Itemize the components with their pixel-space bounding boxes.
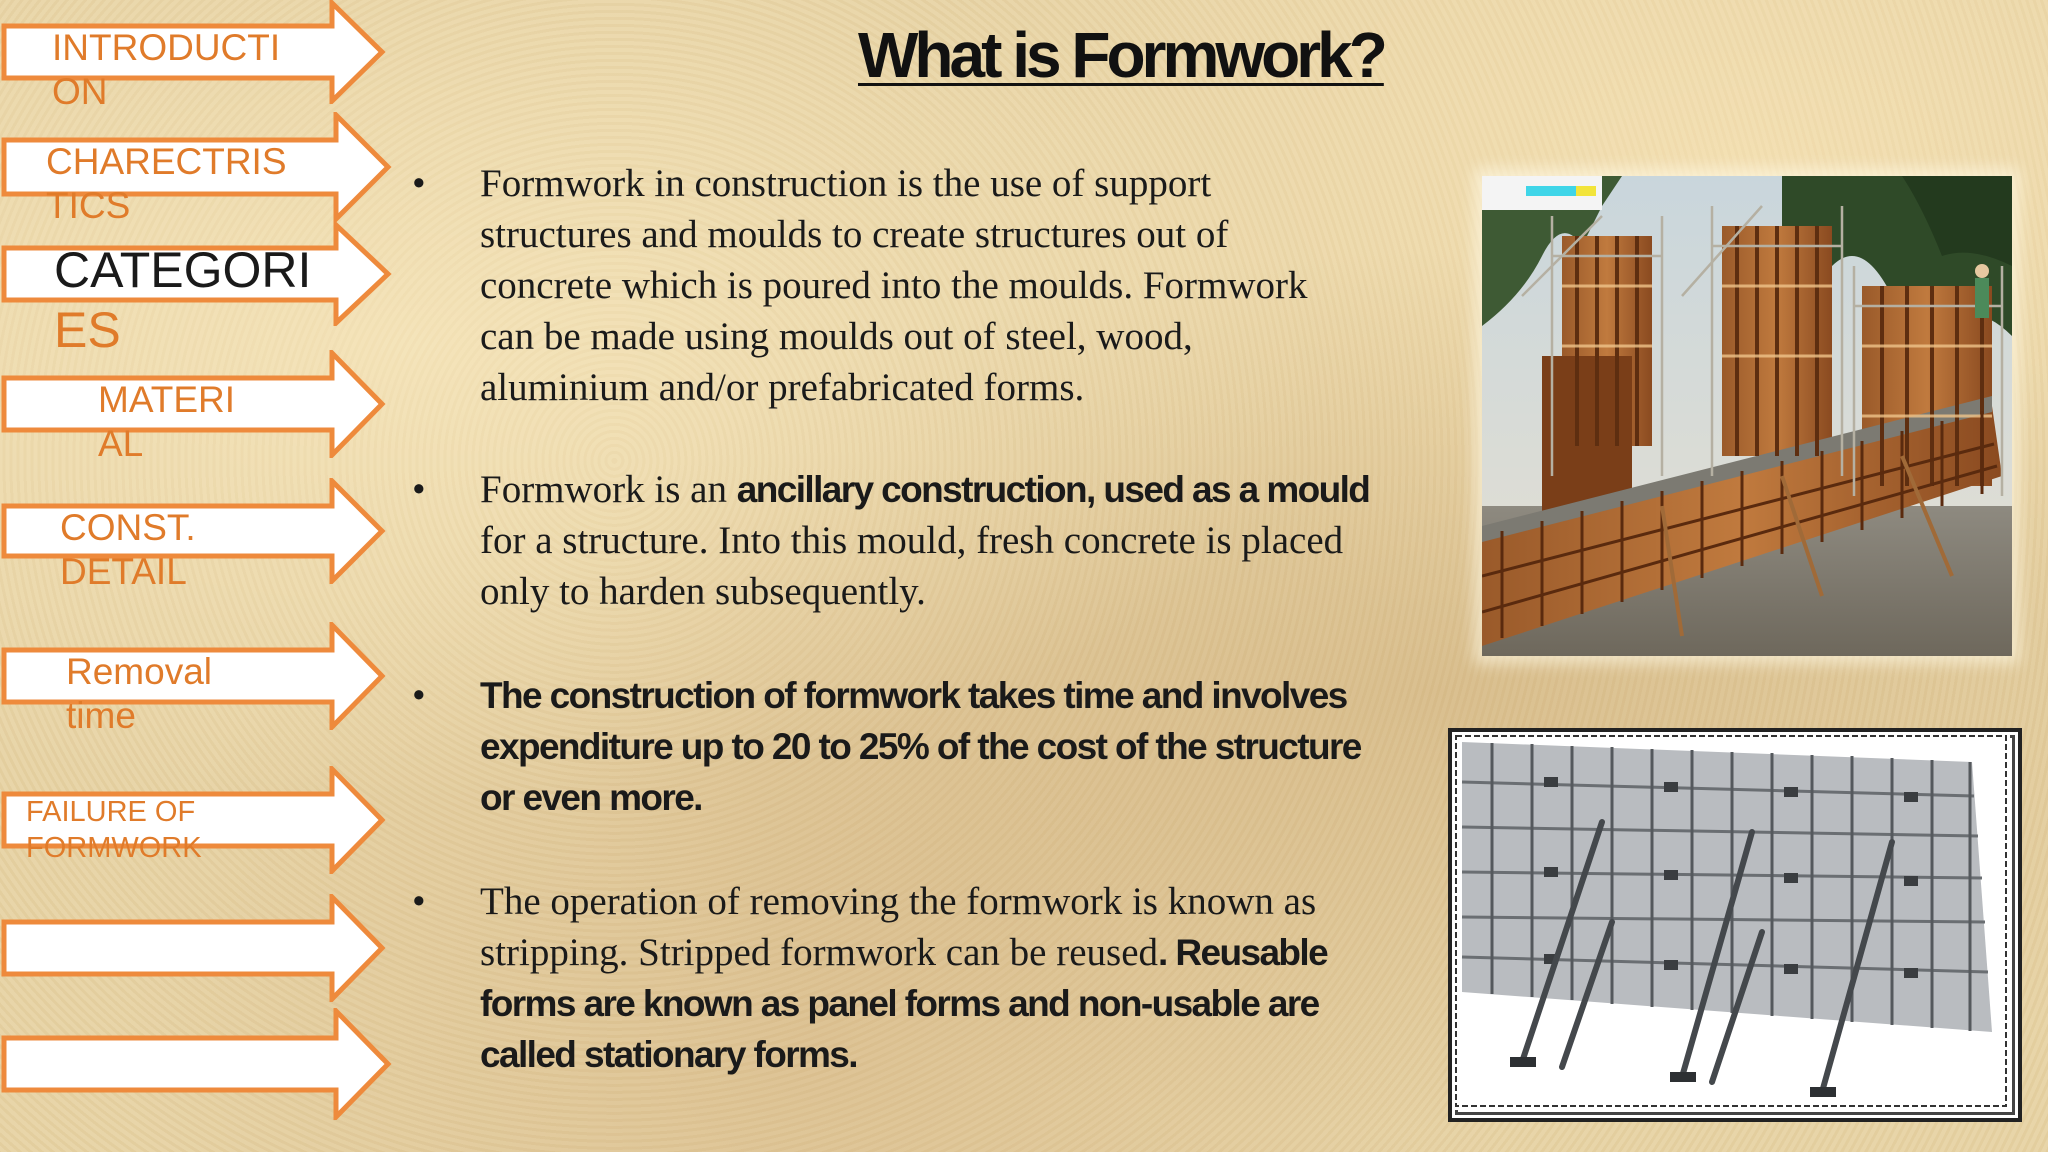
arrow-shape <box>0 1008 395 1120</box>
bullet-dot: • <box>412 468 426 511</box>
nav-label-removal-time: Removal time <box>66 651 212 737</box>
nav-arrow-introduction[interactable] <box>0 0 390 113</box>
nav-arrow-material[interactable] <box>0 350 390 465</box>
bullet-cost <box>412 670 1452 830</box>
bullet-ancillary <box>412 464 1452 624</box>
bullet-text: Formwork in construction is the use of support structures and moulds to create structures out of concrete which is poured into the moulds. Formwork can be made using moulds out of steel, wood, aluminium and/or prefabricated forms. <box>480 162 1308 409</box>
nav-arrow-empty-2[interactable] <box>0 1008 395 1120</box>
bullet-dot: • <box>412 674 426 717</box>
nav-arrow-construction-detail[interactable] <box>0 478 390 593</box>
nav-arrow-removal-time[interactable] <box>0 622 390 737</box>
nav-arrow-categories[interactable] <box>0 222 395 358</box>
panel-formwork-drawing <box>1448 728 2022 1122</box>
formwork-site-photo <box>1482 176 2012 656</box>
nav-arrow-characteristics[interactable] <box>0 112 395 227</box>
nav-label-failure-of-formwork: FAILURE OF FORMWORK <box>26 796 202 864</box>
bullet-definition <box>412 158 1452 418</box>
bullet-stripping <box>412 876 1452 1086</box>
bullet-dot: • <box>412 162 426 205</box>
nav-arrow-empty-1[interactable] <box>0 894 390 1002</box>
bullet-dot: • <box>412 880 426 923</box>
nav-arrow-failure-of-formwork[interactable] <box>0 766 390 874</box>
nav-label-material: MATERI AL <box>98 379 236 465</box>
page-title: What is Formwork? <box>858 19 1384 91</box>
nav-label-characteristics: CHARECTRIS TICS <box>46 141 287 227</box>
nav-label-introduction: INTRODUCTI ON <box>52 27 281 113</box>
nav-label-categories: CATEGORI ES <box>54 242 312 358</box>
bullet-text: The operation of removing the formwork is known as stripping. Stripped formwork can be reused. Reusable forms are known as panel forms and non-usable are called stationary forms. <box>480 880 1328 1075</box>
bullet-text: The construction of formwork takes time and involves expenditure up to 20 to 25% of the cost of the structure or even more. <box>480 675 1361 818</box>
arrow-shape <box>0 894 390 1002</box>
panel-formwork-illustration <box>1452 732 2010 1110</box>
formwork-site-illustration <box>1482 176 2012 656</box>
bullet-text: Formwork is an ancillary construction, used as a mould for a structure. Into this mould, fresh concrete is placed only to harden subsequently. <box>480 468 1370 613</box>
nav-label-construction-detail: CONST. DETAIL <box>60 507 196 593</box>
